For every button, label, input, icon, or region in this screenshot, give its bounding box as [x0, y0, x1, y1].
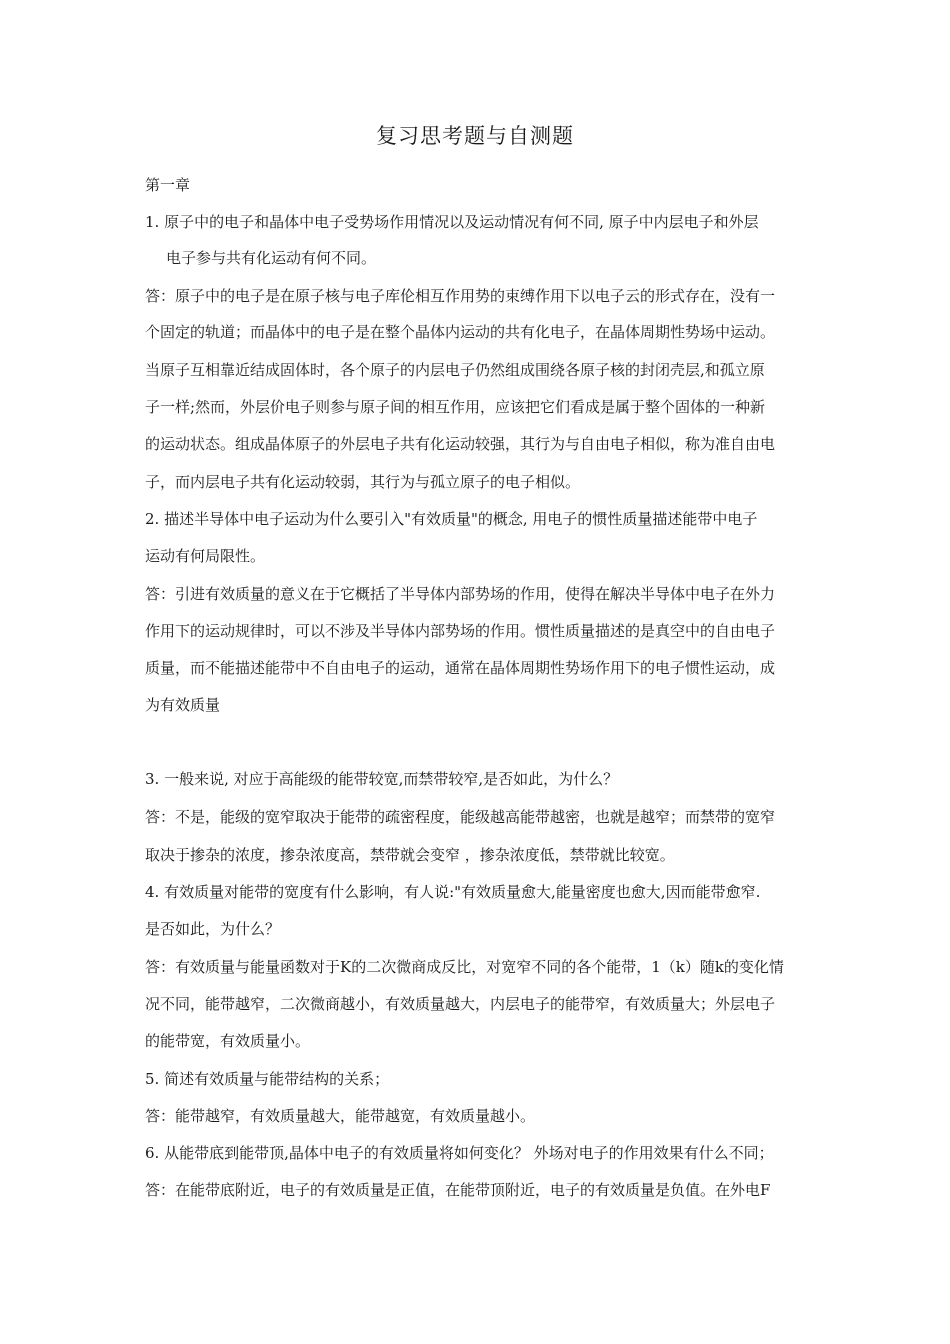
question-3: 3. 一般来说, 对应于高能级的能带较宽,而禁带较窄,是否如此，为什么？ [145, 770, 619, 788]
document-title: 复习思考题与自测题 [376, 124, 574, 148]
answer-4-line: 的能带宽，有效质量小。 [145, 1032, 311, 1050]
answer-6-line: 答：在能带底附近，电子的有效质量是正值，在能带顶附近，电子的有效质量是负值。在外电F [145, 1181, 771, 1199]
answer-1-line: 答：原子中的电子是在原子核与电子库伦相互作用势的束缚作用下以电子云的形式存在，没有一 [145, 287, 776, 305]
answer-3-line: 答：不是，能级的宽窄取决于能带的疏密程度，能级越高能带越密，也就是越窄；而禁带的宽窄 [145, 808, 776, 826]
answer-2-line: 作用下的运动规律时，可以不涉及半导体内部势场的作用。惯性质量描述的是真空中的自由电子 [145, 622, 776, 640]
answer-1-line: 的运动状态。组成晶体原子的外层电子共有化运动较强，其行为与自由电子相似，称为准自由电 [145, 435, 776, 453]
answer-1-line: 子，而内层电子共有化运动较弱，其行为与孤立原子的电子相似。 [145, 473, 581, 491]
answer-5-line: 答：能带越窄，有效质量越大，能带越宽，有效质量越小。 [145, 1107, 536, 1125]
answer-4-line: 答：有效质量与能量函数对于K的二次微商成反比，对宽窄不同的各个能带，1（k）随k的变化情 [145, 958, 784, 976]
answer-1-line: 个固定的轨道；而晶体中的电子是在整个晶体内运动的共有化电子，在晶体周期性势场中运动。 [145, 323, 776, 341]
question-4: 4. 有效质量对能带的宽度有什么影响，有人说:"有效质量愈大,能量密度也愈大,因而能带愈窄. [145, 883, 761, 901]
question-5: 5. 简述有效质量与能带结构的关系； [145, 1070, 390, 1088]
question-2: 2. 描述半导体中电子运动为什么要引入"有效质量"的概念, 用电子的惯性质量描述能带中电子 [145, 510, 758, 528]
question-6: 6. 从能带底到能带顶,晶体中电子的有效质量将如何变化？ 外场对电子的作用效果有什么不同； [145, 1144, 774, 1162]
question-1-cont: 电子参与共有化运动有何不同。 [166, 249, 377, 267]
question-1: 1. 原子中的电子和晶体中电子受势场作用情况以及运动情况有何不同, 原子中内层电子和外层 [145, 213, 759, 231]
answer-2-line: 答：引进有效质量的意义在于它概括了半导体内部势场的作用，使得在解决半导体中电子在外力 [145, 585, 776, 603]
answer-3-line: 取决于掺杂的浓度，掺杂浓度高，禁带就会变窄 ，掺杂浓度低，禁带就比较宽。 [145, 846, 675, 864]
question-4-cont: 是否如此，为什么？ [145, 920, 281, 938]
answer-1-line: 子一样;然而，外层价电子则参与原子间的相互作用，应该把它们看成是属于整个固体的一种新 [145, 398, 766, 416]
answer-2-line: 质量，而不能描述能带中不自由电子的运动，通常在晶体周期性势场作用下的电子惯性运动，成 [145, 659, 776, 677]
answer-1-line: 当原子互相靠近结成固体时，各个原子的内层电子仍然组成围绕各原子核的封闭壳层,和孤立原 [145, 361, 765, 379]
chapter-heading: 第一章 [145, 176, 191, 194]
answer-4-line: 况不同，能带越窄，二次微商越小，有效质量越大，内层电子的能带窄，有效质量大；外层电子 [145, 995, 776, 1013]
question-2-cont: 运动有何局限性。 [145, 547, 266, 565]
answer-2-line: 为有效质量 [145, 696, 221, 714]
